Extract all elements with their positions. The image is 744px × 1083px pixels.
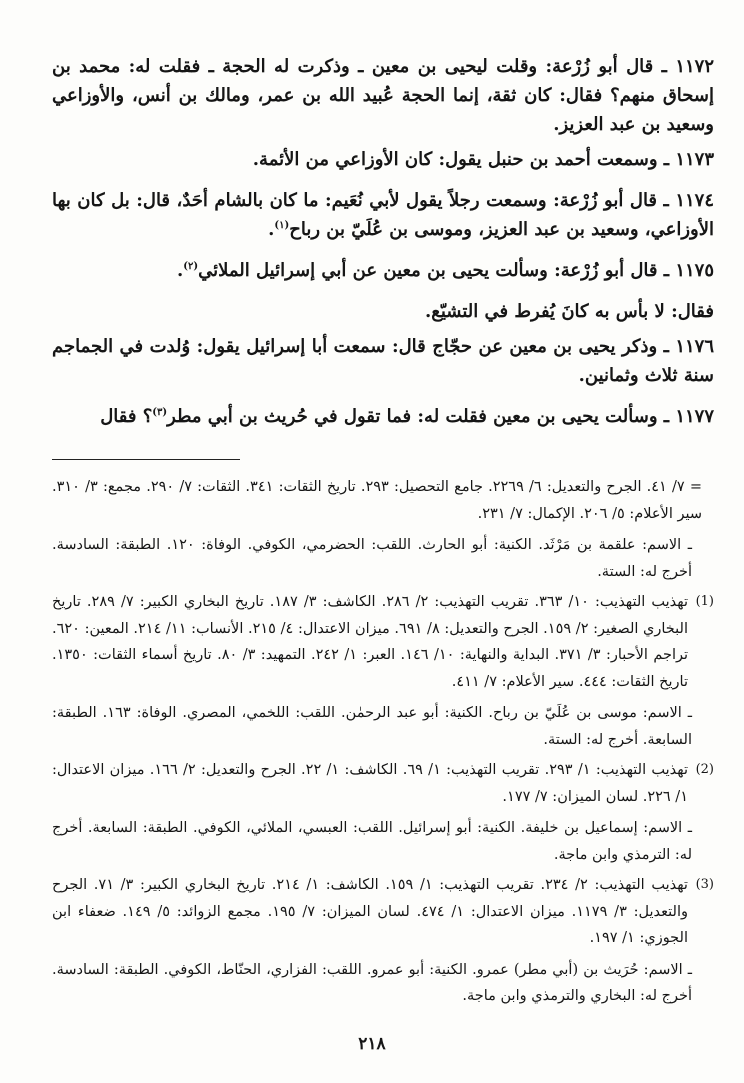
footnote-continuation-refs: = ٧/ ٤١. الجرح والتعديل: ٦/ ٢٢٦٩. جامع التحصيل: ٢٩٣. تاريخ الثقات: ٣٤١. الثقات: ٧/ ٢٩٠. مجمع: ٣/ ٣١٠. سير الأعلام: ٥/ ٢٠٦. الإكمال: ٧/ ٢٣١. bbox=[52, 479, 702, 522]
footnote-1-refs: تهذيب التهذيب: ١٠/ ٣٦٣. تقريب التهذيب: ٢/ ٢٨٦. الكاشف: ٣/ ١٨٧. تاريخ البخاري الكبير: ٧/ ٢٨٩. تاريخ البخاري الصغير: ٢/ ١٥٩. الجرح والتعديل: ٨/ ٦٩١. ميزان الاعتدال: ٤/ ٢١٥. الأنساب: ١١/ ٢١٤. المعين: ٦٢٠. تراجم الأحبار: ٣/ ٣٧١. البداية والنهاية: ١٠/ ١٤٦. العبر: ١/ ٢٤٢. التمهيد: ٣/ ٨٠. تاريخ أسماء الثقات: ١٣٥٠. تاريخ الثقات: ٤٤٤. سير الأعلام: ٧/ ٤١١. bbox=[52, 594, 689, 690]
footnote-1 bbox=[52, 589, 714, 695]
footnote-2-bio: ـ الاسم: إسماعيل بن خليفة. الكنية: أبو إسرائيل. اللقب: العبسي، الملائي، الكوفي. الطبقة: السابعة. أخرج له: الترمذي وابن ماجة. bbox=[52, 820, 692, 863]
footnote-2-refs: تهذيب التهذيب: ١/ ٢٩٣. تقريب التهذيب: ١/ ٦٩. الكاشف: ١/ ٢٢. الجرح والتعديل: ٢/ ١٦٦. ميزان الاعتدال: ١/ ٢٢٦. لسان الميزان: ٧/ ١٧٧. bbox=[52, 762, 689, 805]
page-number: ٢١٨ bbox=[358, 1034, 386, 1054]
narration-1175: ١١٧٥ ـ قال أبو زُرْعة: وسألت يحيى بن معين عن أبي إسرائيل الملائي$^{(٢)}$. bbox=[176, 260, 714, 281]
narration-1175-text: ١١٧٥ ـ قال أبو زُرْعة: وسألت يحيى بن معين عن أبي إسرائيل الملائي bbox=[198, 260, 714, 281]
narration-1177-text: ١١٧٧ ـ وسألت يحيى بن معين فقلت له: فما تقول في حُريث بن أبي مطر bbox=[167, 406, 714, 427]
footnote-1-mark: (1) bbox=[695, 594, 714, 609]
narration-1175-answer: فقال: لا بأس به كانَ يُفرط في التشيّع. bbox=[424, 301, 714, 322]
footnote-3-mark: (3) bbox=[695, 877, 714, 892]
footnote-3 bbox=[52, 872, 714, 952]
footnotes bbox=[52, 474, 714, 1010]
narration-1176: ١١٧٦ ـ وذكر يحيى بن معين عن حجّاج قال: سمعت أبا إسرائيل يقول: وُلدت في الجماجم سنة ثلاث وثمانين. bbox=[52, 336, 714, 386]
footnote-divider bbox=[52, 459, 240, 460]
note-ref-1: (١) bbox=[274, 220, 290, 231]
footnote-2 bbox=[52, 757, 714, 810]
footnote-2-mark: (2) bbox=[695, 762, 714, 777]
narration-1174-text: ١١٧٤ ـ قال أبو زُرْعة: وسمعت رجلاً يقول لأبي نُعَيم: ما كان بالشام أحَدٌ، قال: بل كان بها الأوزاعي، وسعيد بن عبد العزيز، وموسى بن عُلَيّ بن رباح bbox=[52, 190, 714, 240]
narration-1172: ١١٧٢ ـ قال أبو زُرْعة: وقلت ليحيى بن معين ـ وذكرت له الحجة ـ فقلت له: محمد بن إسحاق منهم؟ فقال: كان ثقة، إنما الحجة عُبيد الله بن عمر، ومالك بن أنس، والأوزاعي وسعيد بن عبد العزيز. bbox=[52, 56, 714, 135]
narrations bbox=[52, 52, 714, 431]
narration-1173: ١١٧٣ ـ وسمعت أحمد بن حنبل يقول: كان الأوزاعي من الأئمة. bbox=[252, 149, 714, 170]
narration-1177-tail: ؟ فقال bbox=[100, 406, 153, 427]
narration-1177 bbox=[52, 402, 714, 431]
footnote-continuation-bio: ـ الاسم: علقمة بن مَرْثَد. الكنية: أبو الحارث. اللقب: الحضرمي، الكوفي. الوفاة: ١٢٠. الطبقة: السادسة. أخرج له: الستة. bbox=[52, 537, 692, 580]
footnote-3-refs: تهذيب التهذيب: ٢/ ٢٣٤. تقريب التهذيب: ١/ ١٥٩. الكاشف: ١/ ٢١٤. تاريخ البخاري الكبير: ٣/ ٧١. الجرح والتعديل: ٣/ ١١٧٩. ميزان الاعتدال: ١/ ٤٧٤. لسان الميزان: ٧/ ١٩٥. مجمع الزوائد: ٥/ ١٤٩. ضعفاء ابن الجوزي: ١/ ١٩٧. bbox=[52, 877, 688, 946]
note-ref-2: (٢) bbox=[183, 261, 199, 272]
footnote-1-bio: ـ الاسم: موسى بن عُلَيّ بن رباح. الكنية: أبو عبد الرحمٰن. اللقب: اللخمي، المصري. الوفاة: ١٦٣. الطبقة: السابعة. أخرج له: الستة. bbox=[52, 705, 692, 748]
note-ref-3: (٣) bbox=[152, 407, 168, 418]
narration-1174: ١١٧٤ ـ قال أبو زُرْعة: وسمعت رجلاً يقول لأبي نُعَيم: ما كان بالشام أحَدٌ، قال: بل كان بها الأوزاعي، وسعيد بن عبد العزيز، وموسى بن عُلَيّ بن رباح$^{(١)}$. bbox=[52, 190, 714, 240]
footnote-3-bio: ـ الاسم: حُرَيث بن (أبي مطر) عمرو. الكنية: أبو عمرو. اللقب: الفزاري، الحنّاط، الكوفي. الطبقة: السادسة. أخرج له: البخاري والترمذي وابن ماجة. bbox=[52, 961, 692, 1004]
